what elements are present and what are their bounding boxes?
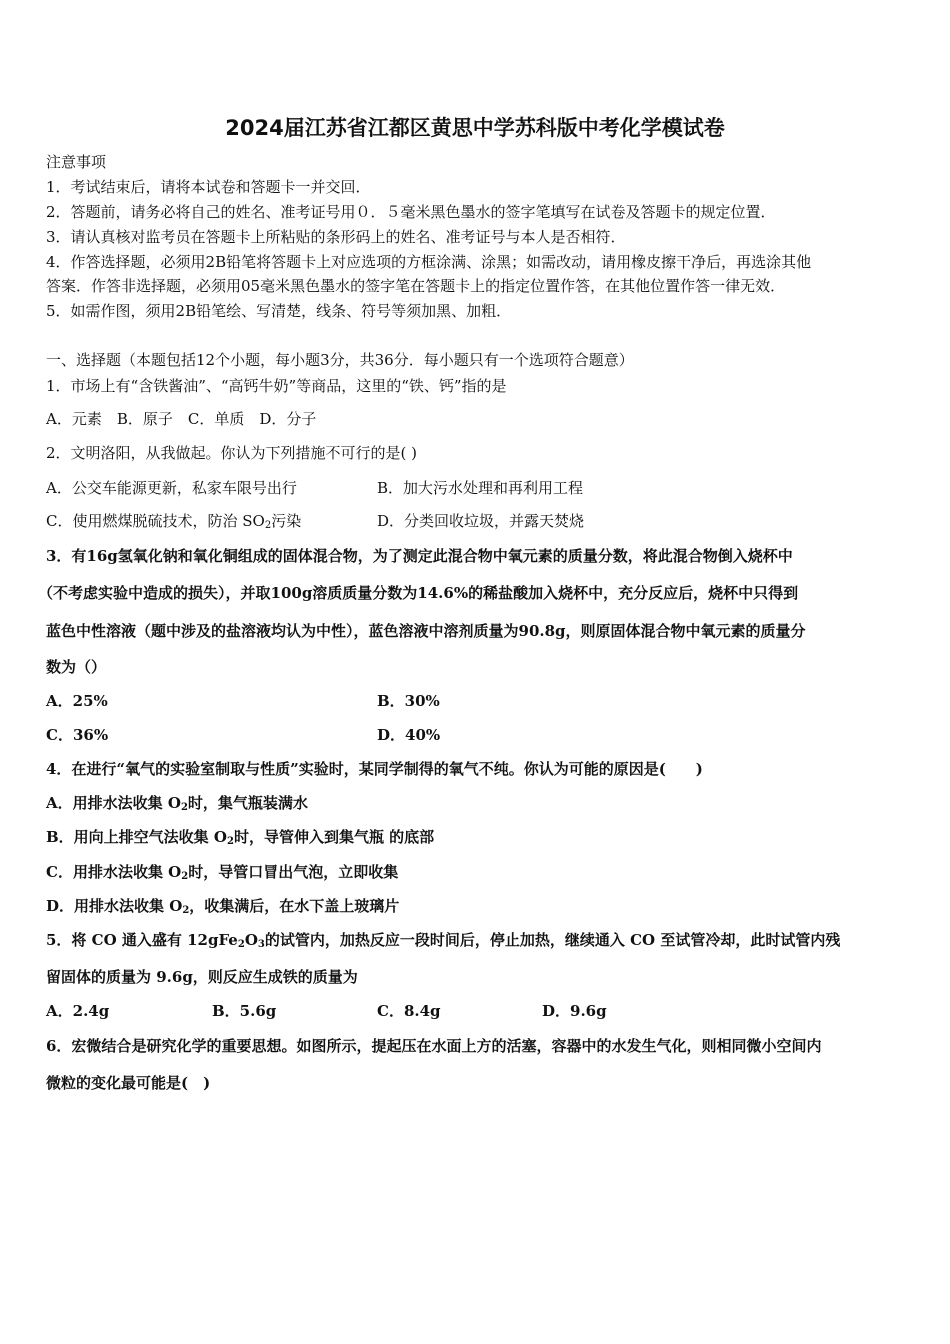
page-title: 2024届江苏省江都区黄思中学苏科版中考化学模试卷 xyxy=(225,116,725,140)
notice-item: 5．如需作图，须用2B铅笔绘、写清楚，线条、符号等须加黑、加粗． xyxy=(46,302,512,320)
question-5-stem-line: 5．将 CO 通入盛有 $12gFe_2O_3$的试管内，加热反应一段时间后，停止加热，继续通入 CO 至试管冷却，此时试管内残 xyxy=(46,931,841,950)
question-4-option-d: D．用排水法收集 $O_2$，收集满后，在水下盖上玻璃片 xyxy=(46,897,400,916)
notice-item: 3．请认真核对监考员在答题卡上所粘贴的条形码上的姓名、准考证号与本人是否相符． xyxy=(46,228,626,246)
question-1-stem: 1．市场上有“含铁酱油”、“高钙牛奶”等商品，这里的“铁、钙”指的是 xyxy=(46,377,507,395)
question-2-stem: 2．文明洛阳，从我做起。你认为下列措施不可行的是( ) xyxy=(46,444,418,462)
question-4-option-a: A．用排水法收集 $O_2$时，集气瓶装满水 xyxy=(46,794,308,813)
question-3-stem-line: （不考虑实验中造成的损失），并取100g溶质质量分数为14.6%的稀盐酸加入烧杯中，充分反应后，烧杯中只得到 xyxy=(38,584,799,602)
question-5-option-c: C．8.4g xyxy=(377,1002,441,1020)
question-2-option-d: D．分类回收垃圾，并露天焚烧 xyxy=(377,512,585,530)
notice-item: 2．答题前，请务必将自己的姓名、准考证号用０．５毫米黑色墨水的签字笔填写在试卷及答题卡的规定位置． xyxy=(46,203,776,221)
question-4-stem: 4．在进行“氧气的实验室制取与性质”实验时，某同学制得的氧气不纯。你认为可能的原因是( ) xyxy=(46,760,703,778)
question-3-option-c: C．36% xyxy=(46,726,109,744)
notice-item: 1．考试结束后，请将本试卷和答题卡一并交回． xyxy=(46,178,371,196)
notice-heading: 注意事项 xyxy=(46,153,107,171)
question-5-option-d: D．9.6g xyxy=(542,1002,607,1020)
question-3-option-b: B．30% xyxy=(377,692,440,710)
question-4-option-c: C．用排水法收集 $O_2$时，导管口冒出气泡，立即收集 xyxy=(46,863,399,882)
question-3-option-a: A．25% xyxy=(46,692,108,710)
section-heading: 一、选择题（本题包括12个小题，每小题3分，共36分．每小题只有一个选项符合题意） xyxy=(46,351,634,369)
question-3-stem-line: 3．有16g氢氧化钠和氧化铜组成的固体混合物，为了测定此混合物中氧元素的质量分数，将此混合物倒入烧杯中 xyxy=(46,547,793,565)
question-5-option-b: B．5.6g xyxy=(212,1002,277,1020)
question-3-stem-line: 蓝色中性溶液（题中涉及的盐溶液均认为中性），蓝色溶液中溶剂质量为90.8g，则原固体混合物中氧元素的质量分 xyxy=(46,622,806,640)
notice-item: 4．作答选择题，必须用2B铅笔将答题卡上对应选项的方框涂满、涂黑；如需改动，请用橡皮擦干净后，再选涂其他 xyxy=(46,253,812,271)
question-5-option-a: A．2.4g xyxy=(46,1002,110,1020)
question-2-option-c: C．使用燃煤脱硫技术，防治 $SO_2$污染 xyxy=(46,512,302,531)
question-2-option-b: B．加大污水处理和再利用工程 xyxy=(377,479,584,497)
question-4-option-b: B．用向上排空气法收集 $O_2$时，导管伸入到集气瓶 的底部 xyxy=(46,828,435,847)
question-6-stem-line: 6．宏微结合是研究化学的重要思想。如图所示，提起压在水面上方的活塞，容器中的水发生气化，则相同微小空间内 xyxy=(46,1037,822,1055)
question-3-stem-line: 数为（） xyxy=(46,658,107,676)
question-1-options: A．元素 B．原子 C．单质 D．分子 xyxy=(46,410,317,428)
question-6-stem-line: 微粒的变化最可能是( ) xyxy=(46,1074,211,1092)
question-2-option-a: A．公交车能源更新，私家车限号出行 xyxy=(46,479,297,497)
question-3-option-d: D．40% xyxy=(377,726,441,744)
notice-item: 答案．作答非选择题，必须用05毫米黑色墨水的签字笔在答题卡上的指定位置作答，在其他位置作答一律无效． xyxy=(46,277,786,295)
question-5-stem-line: 留固体的质量为 9.6g，则反应生成铁的质量为 xyxy=(46,968,358,986)
